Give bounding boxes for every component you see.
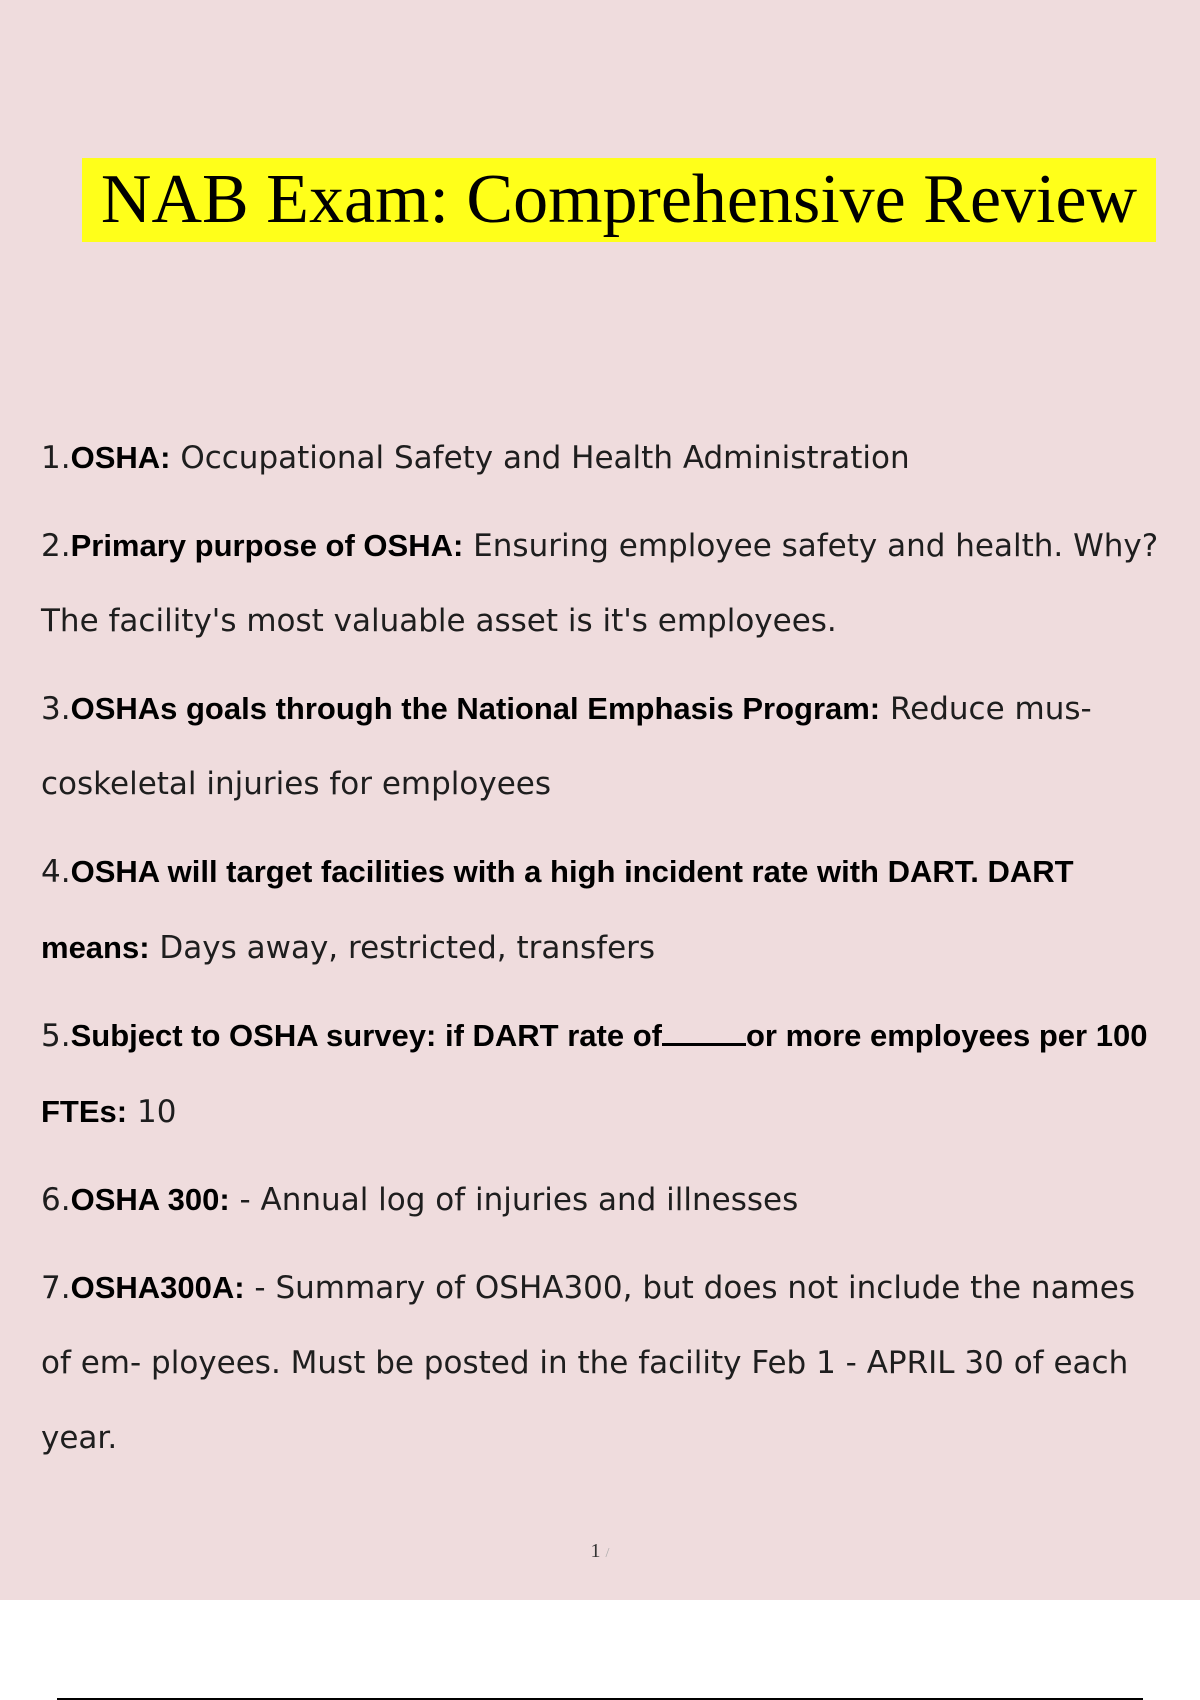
item-number: 2.: [41, 528, 71, 564]
page-number: [0, 1540, 1200, 1563]
page-number-separator: /: [605, 1546, 610, 1561]
list-item: [41, 834, 1166, 986]
item-definition: - Annual log of injuries and illnesses: [229, 1182, 799, 1218]
item-definition: - Summary of OSHA300, but does not include the names of em- ployees. Must be posted in the facility Feb 1 - APRIL 30 of each year.: [41, 1270, 1135, 1456]
item-term: Subject to OSHA survey: if DART rate of: [70, 1018, 662, 1053]
item-number: 3.: [41, 691, 71, 727]
item-number: 5.: [41, 1018, 71, 1054]
title-highlight: [82, 158, 1156, 242]
list-item: [41, 420, 1166, 496]
item-number: 7.: [41, 1270, 71, 1306]
item-term: OSHA300A:: [70, 1270, 245, 1305]
list-item: [41, 508, 1166, 659]
list-item: [41, 671, 1166, 822]
item-term: Primary purpose of OSHA:: [70, 528, 464, 563]
list-item: [41, 1250, 1166, 1476]
item-definition: Ensuring employee safety and health. Why? The facility's most valuable asset is it's employees.: [41, 528, 1159, 639]
item-definition: 10: [127, 1094, 177, 1130]
item-definition: Days away, restricted, transfers: [149, 930, 656, 966]
item-number: 4.: [41, 854, 71, 890]
item-number: 6.: [41, 1182, 71, 1218]
list-item: [41, 998, 1166, 1150]
page-number-value: 1: [590, 1540, 601, 1562]
item-term: or more employees per 100 FTEs:: [41, 1018, 1148, 1129]
item-term: OSHA will target facilities with a high incident rate with DART. DART means:: [41, 854, 1074, 965]
item-term: OSHAs goals through the National Emphasis Program:: [70, 691, 881, 726]
item-term: OSHA 300:: [70, 1182, 230, 1217]
fill-in-blank: [662, 1042, 746, 1046]
item-definition: Occupational Safety and Health Administration: [170, 440, 910, 476]
item-number: 1.: [41, 440, 71, 476]
item-term: OSHA:: [70, 440, 171, 475]
list-item: [41, 1162, 1166, 1238]
review-list: [41, 420, 1166, 1488]
item-definition: Reduce mus- coskeletal injuries for employees: [41, 691, 1092, 802]
page-title: NAB Exam: Comprehensive Review: [100, 161, 1138, 238]
